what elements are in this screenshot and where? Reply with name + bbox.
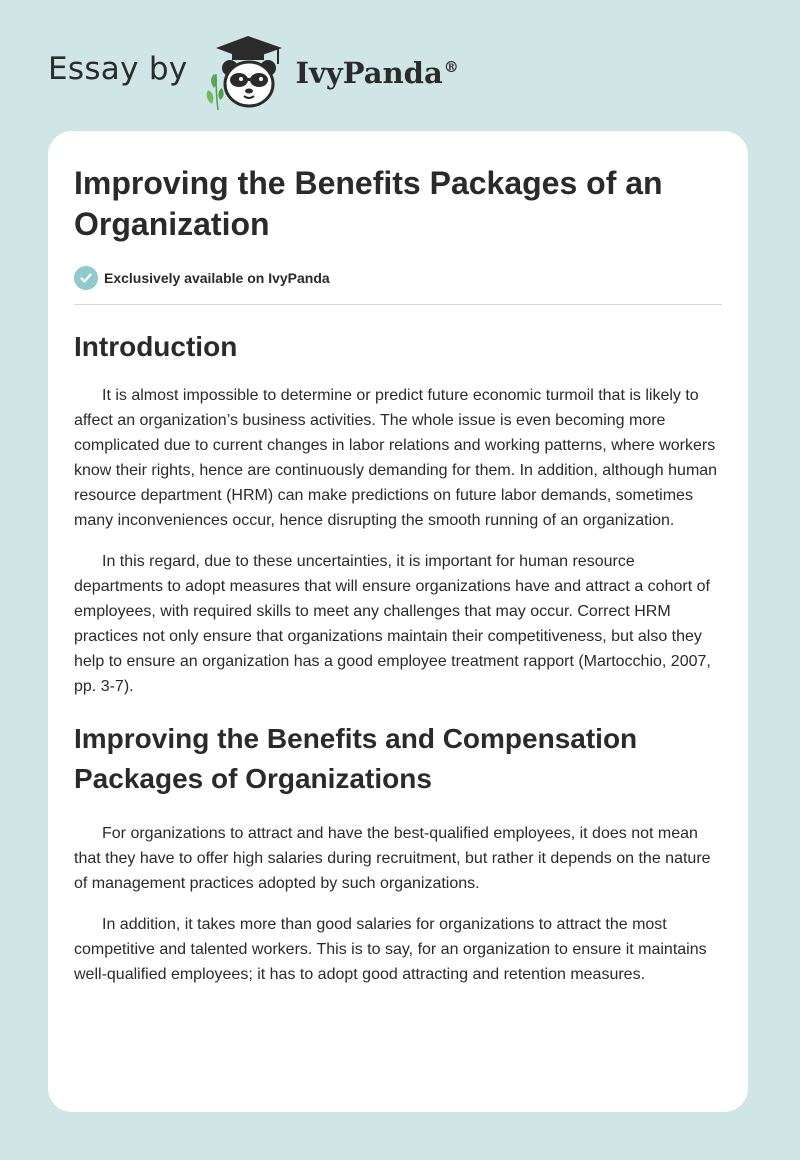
exclusive-badge bbox=[74, 265, 722, 291]
exclusive-badge-text: Exclusively available on IvyPanda bbox=[104, 270, 330, 286]
section-heading-benefits: Improving the Benefits and Compensation Packages of Organizations bbox=[74, 723, 638, 794]
article-title: Improving the Benefits Packages of an Organization bbox=[74, 165, 663, 242]
article-card bbox=[48, 131, 748, 1112]
check-icon bbox=[74, 266, 98, 290]
panda-logo-icon[interactable] bbox=[202, 34, 292, 114]
brand-name bbox=[296, 56, 459, 90]
section-heading-introduction: Introduction bbox=[74, 331, 238, 362]
brand-name-text: IvyPanda bbox=[295, 56, 443, 90]
registered-mark: ® bbox=[443, 58, 459, 77]
paragraph: In addition, it takes more than good salaries for organizations to attract the most competitive and talented workers. This is to say, for an organization to ensure it maintains well-qualified employees; it has to adopt good attracting and retention measures. bbox=[74, 916, 707, 983]
title-divider bbox=[74, 304, 722, 305]
brand-prefix: Essay by bbox=[48, 51, 188, 87]
paragraph: In this regard, due to these uncertainties, it is important for human resource departments to adopt measures that will ensure organizations have and attract a cohort of employees, with required skills to meet any challenges that may occur. Correct HRM practices not only ensure that organizations maintain their competitiveness, but also they help to ensure an organization has a good employee treatment rapport (Martocchio, 2007, pp. 3-7). bbox=[74, 553, 711, 695]
site-header bbox=[48, 34, 459, 114]
paragraph: For organizations to attract and have the best-qualified employees, it does not mean that they have to offer high salaries during recruitment, but rather it depends on the nature of management practices adopted by such organizations. bbox=[74, 825, 711, 892]
paragraph: It is almost impossible to determine or predict future economic turmoil that is likely to affect an organization’s business activities. The whole issue is even becoming more complicated due to current changes in labor relations and working patterns, where workers know their rights, hence are continuously demanding for them. In addition, although human resource department (HRM) can make predictions on future labor demands, sometimes many inconveniences occur, hence disrupting the smooth running of an organization. bbox=[74, 387, 718, 529]
